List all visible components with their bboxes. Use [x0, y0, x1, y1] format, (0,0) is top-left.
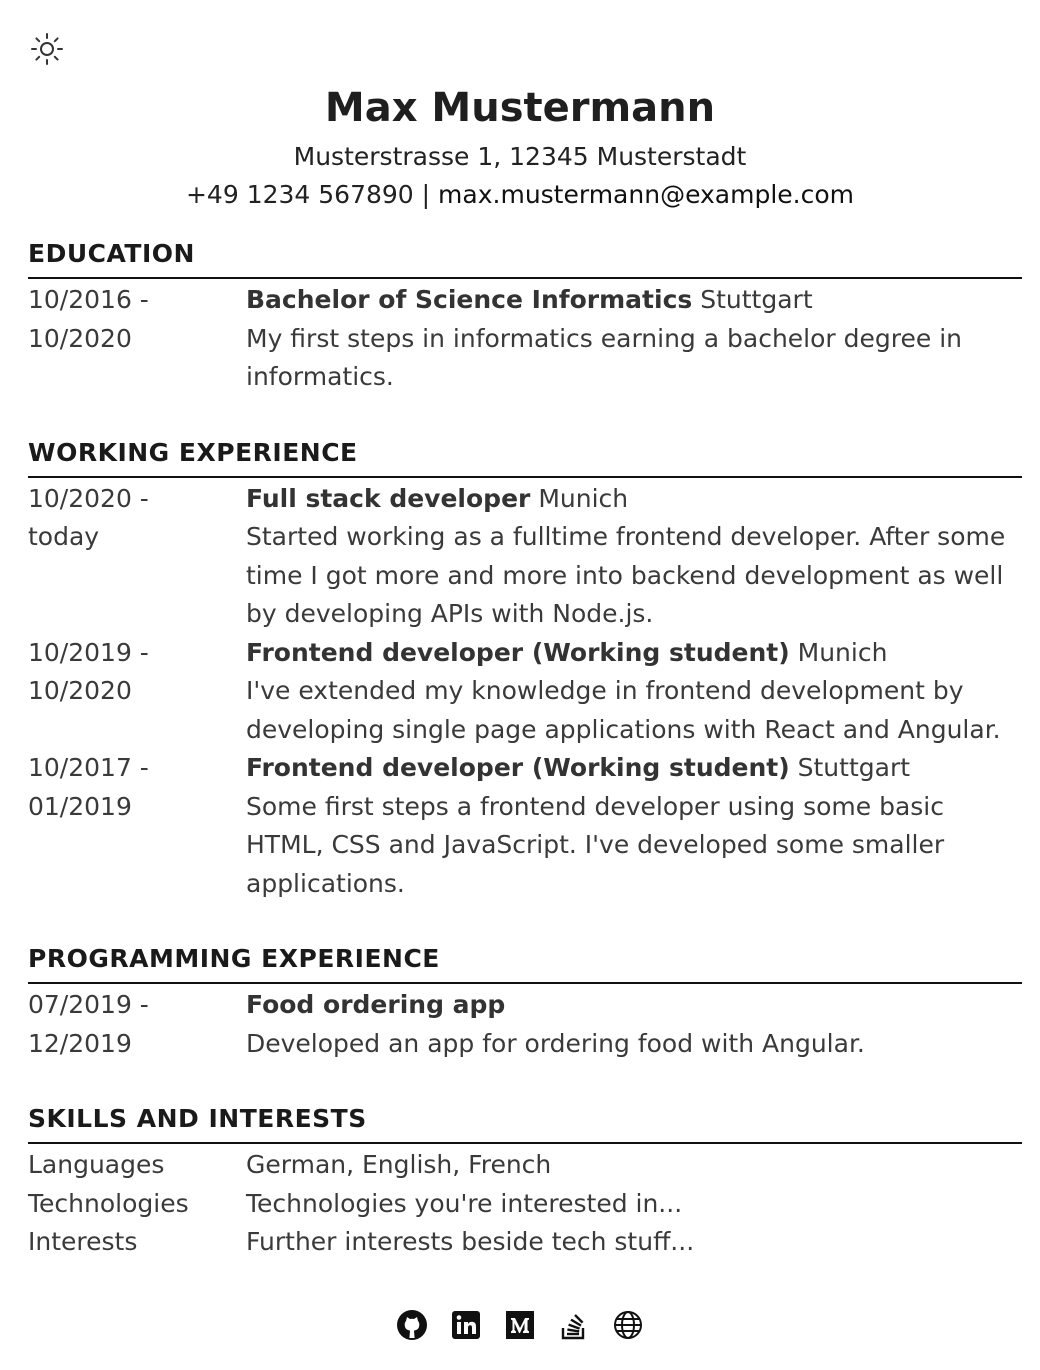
linkedin-icon: [449, 1308, 483, 1342]
entry-body: [246, 281, 1022, 397]
skill-label: Interests: [28, 1227, 138, 1256]
entry-date: 07/2019 - 12/2019: [28, 990, 149, 1058]
education-section: [28, 240, 1022, 397]
entry-description: I've extended my knowledge in frontend development by developing single page applications with React and Angular.: [246, 676, 1001, 744]
entry-body: [246, 480, 1022, 634]
entry-place: Munich: [538, 483, 629, 513]
skill-value: Further interests beside tech stuff...: [246, 1227, 695, 1256]
skill-label: Technologies: [28, 1188, 189, 1218]
contact-line: [0, 176, 1040, 214]
section-title: SKILLS AND INTERESTS: [28, 1105, 1022, 1144]
entry-place: Stuttgart: [700, 285, 813, 314]
skill-row: [28, 1146, 1022, 1185]
entry-description: Started working as a fulltime frontend developer. After some time I got more and more into backend development as well by developing APIs with Node.js.: [246, 522, 1006, 628]
entry-description: Developed an app for ordering food with Angular.: [246, 1028, 865, 1058]
globe-icon: [611, 1308, 645, 1342]
section-title: WORKING EXPERIENCE: [28, 439, 1022, 478]
email-link[interactable]: max.mustermann@example.com: [438, 180, 855, 209]
programming-section: [28, 945, 1022, 1063]
skill-row: [28, 1185, 1022, 1224]
work-entry: [28, 634, 1022, 750]
programming-entry: [28, 986, 1022, 1063]
theme-toggle-button[interactable]: [28, 30, 66, 68]
entry-role: Frontend developer (Working student): [246, 753, 790, 782]
entry-date: 10/2016 - 10/2020: [28, 285, 149, 353]
linkedin-link[interactable]: [449, 1308, 483, 1342]
entry-body: [246, 634, 1022, 750]
entry-place: Stuttgart: [797, 753, 911, 782]
entry-role: Full stack developer: [246, 483, 531, 513]
person-name: Max Mustermann: [324, 85, 716, 131]
website-link[interactable]: [611, 1308, 645, 1342]
sun-icon: [28, 30, 66, 68]
stackoverflow-link[interactable]: [557, 1308, 591, 1342]
entry-role: Bachelor of Science Informatics: [246, 285, 693, 314]
stackoverflow-icon: [557, 1308, 591, 1342]
skill-value: Technologies you're interested in...: [246, 1188, 683, 1218]
entry-description: Some first steps a frontend developer using some basic HTML, CSS and JavaScript. I've developed some smaller applications.: [246, 791, 945, 898]
skill-value: German, English, French: [246, 1150, 552, 1179]
skill-label: Languages: [28, 1150, 165, 1179]
medium-link[interactable]: [503, 1308, 537, 1342]
entry-date: 10/2017 - 01/2019: [28, 753, 149, 821]
entry-role: Food ordering app: [246, 990, 506, 1019]
medium-icon: [503, 1308, 537, 1342]
entry-date: 10/2020 - today: [28, 483, 149, 551]
section-title: PROGRAMMING EXPERIENCE: [28, 945, 1022, 984]
entry-body: [246, 986, 1022, 1063]
entry-date: 10/2019 - 10/2020: [28, 637, 149, 705]
work-entry: [28, 749, 1022, 903]
social-links: [0, 1308, 1040, 1342]
skill-row: [28, 1223, 1022, 1262]
phone: +49 1234 567890: [185, 180, 414, 209]
contact-separator: |: [421, 180, 431, 209]
skills-section: [28, 1105, 1022, 1262]
entry-role: Frontend developer (Working student): [246, 637, 790, 667]
education-entry: [28, 281, 1022, 397]
work-section: [28, 439, 1022, 904]
github-icon: [395, 1308, 429, 1342]
address: Musterstrasse 1, 12345 Musterstadt: [293, 142, 747, 171]
entry-body: [246, 749, 1022, 903]
resume-header: [0, 0, 1040, 214]
section-title: EDUCATION: [28, 240, 1022, 279]
entry-description: My first steps in informatics earning a bachelor degree in informatics.: [246, 323, 962, 391]
entry-place: Munich: [797, 637, 888, 667]
github-link[interactable]: [395, 1308, 429, 1342]
work-entry: [28, 480, 1022, 634]
